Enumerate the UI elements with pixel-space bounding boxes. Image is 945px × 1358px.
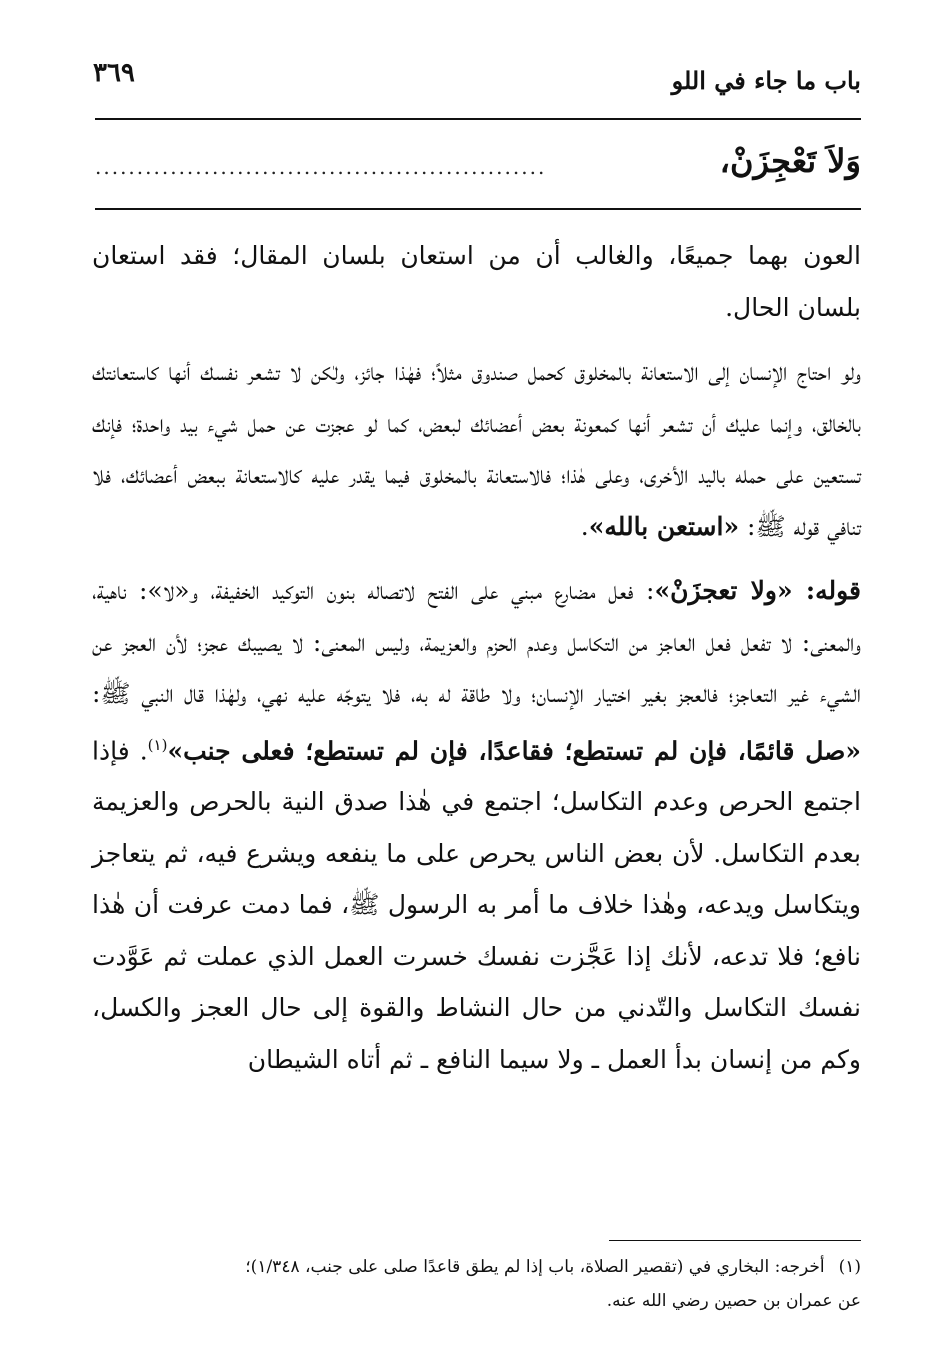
page-number: ٣٦٩	[93, 58, 135, 88]
footnote-number: (١)	[838, 1257, 861, 1277]
paragraph-2	[92, 346, 861, 552]
footnote-line-1	[88, 1250, 861, 1284]
footnote-text-2: عن عمران بن حصين رضي الله عنه.	[606, 1291, 861, 1311]
paragraph-3	[92, 565, 861, 1085]
paragraph-1-text: العون بهما جميعًا، والغالب أن من استعان بلسان المقال؛ فقد استعان بلسان الحال.	[92, 241, 861, 322]
footnotes	[88, 1250, 861, 1318]
hadith-quote-prayer: «صل قائمًا، فإن لم تستطع؛ فقاعدًا، فإن لم تستطع؛ فعلى جنب»	[167, 735, 862, 765]
matn-dot-leader: ......................................................	[95, 155, 547, 179]
paragraph-1	[92, 230, 861, 333]
main-text	[92, 230, 861, 1085]
hadith-quote: «استعن بالله»	[588, 511, 740, 541]
header-rule	[95, 118, 861, 120]
matn-heading: وَلاَ تَعْجِزَنْ،	[719, 142, 861, 180]
commentary-lead: قوله: «ولا تعجزَنْ»	[654, 576, 861, 605]
paragraph-2-text: ولو احتاج الإنسان إلى الاستعانة بالمخلوق كحمل صندوق مثلاً؛ فهٰذا جائز، ولٰكن لا تشعر نفسك أنها كاستعانتك بالخالق، وإنما عليك أن تشعر أنها كمعونة بعض أعضائك لبعض، كما لو عجزت عن حمل شيء بيد واحدة؛ فإنك تستعين على حمله باليد الأخرى، وعلى هٰذا؛ فالاستعانة بالمخلوق فيما يقدر عليه كالاستعانة ببعض أعضائك، فلا تنافي	[92, 357, 861, 541]
footnote-reference[interactable]: (١)	[147, 735, 168, 754]
footnote-line-2	[88, 1284, 861, 1318]
footnote-separator	[609, 1240, 861, 1241]
chapter-title: باب ما جاء في اللو	[671, 66, 861, 95]
footnote-text-1: أخرجه: البخاري في (تقصير الصلاة، باب إذا لم يطق قاعدًا صلى على جنب، ١/٣٤٨)؛	[245, 1257, 825, 1277]
paragraph-3-text-1: : فعل مضارع مبني على الفتح لاتصاله بنون التوكيد الخفيفة، و«لا»: ناهية، والمعنى: لا تفعل فعل العاجز من التكاسل وعدم الحزم والعزيمة، وليس المعنى: لا يصيبك عجز؛ لأن العجز عن الشيء غير التعاجز؛ فالعجز بغير اختيار الإنسان؛ ولا طاقة له به، فلا يتوجّه عليه نهي، ولهٰذا قال النبي ﷺ:	[92, 576, 861, 708]
paragraph-2-tail-suffix: .	[580, 511, 589, 541]
paragraph-2-tail-prefix: قوله ﷺ:	[739, 511, 820, 541]
paragraph-3-text-2: . فإذا اجتمع الحرص وعدم التكاسل؛ اجتمع في هٰذا صدق النية بالحرص والعزيمة بعدم التكاسل. لأن بعض الناس يحرص على ما ينفعه ويشرع فيه، ثم يتعاجز ويتكاسل ويدعه، وهٰذا خلاف ما أمر به الرسول ﷺ، فما دمت عرفت أن هٰذا نافع؛ فلا تدعه، لأنك إذا عَجَّزت نفسك خسرت العمل الذي عملت ثم عَوَّدت نفسك التكاسل والتّدني من حال النشاط والقوة إلى حال العجز والكسل، وكم من إنسان بدأ العمل ـ ولا سيما النافع ـ ثم أتاه الشيطان	[92, 735, 861, 1074]
matn-rule	[95, 208, 861, 210]
